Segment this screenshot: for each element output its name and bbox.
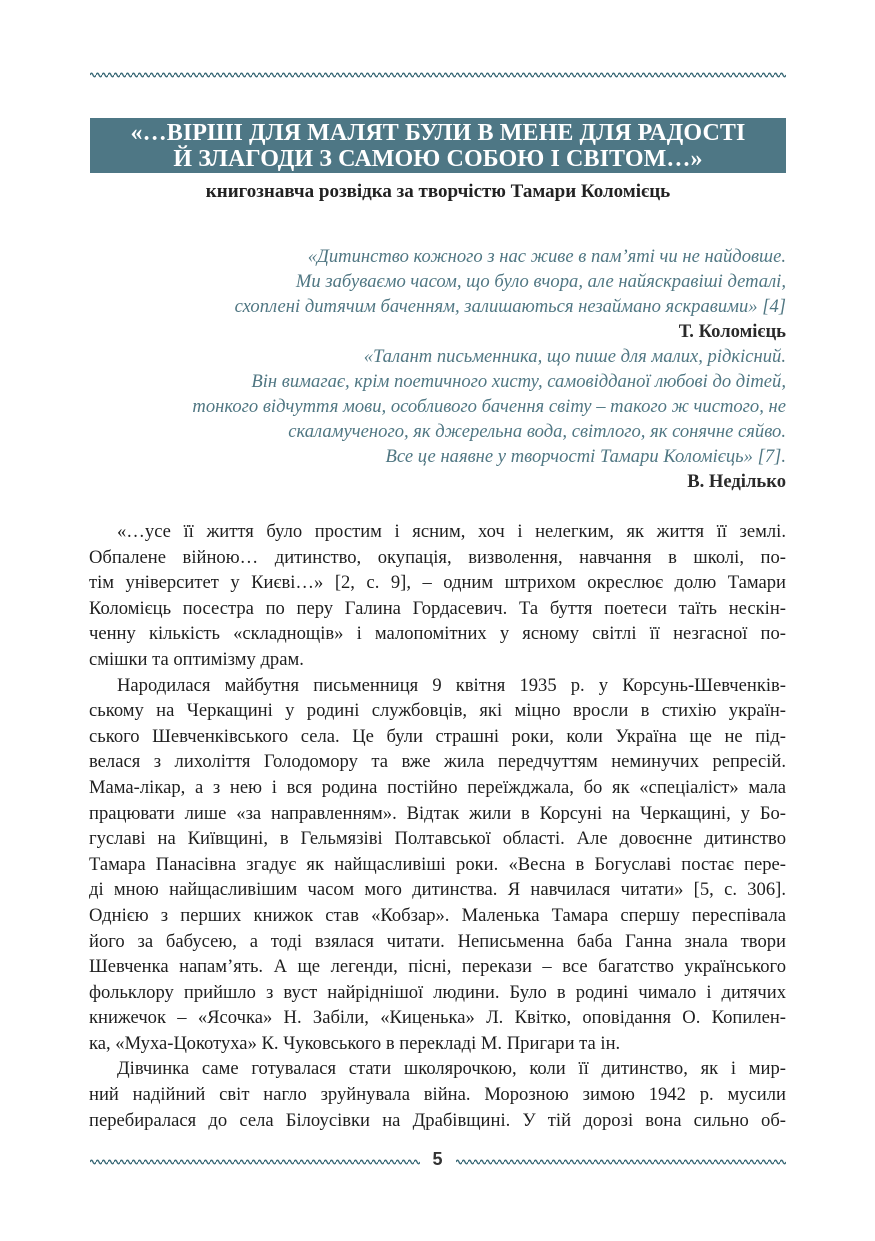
text-line: ний надійний світ нагло зруйнувала війна. Морозною зимою 1942 р. мусили xyxy=(89,1084,786,1106)
bottom-wave-rule-right xyxy=(456,1158,786,1166)
body-text xyxy=(89,519,786,1133)
text-line: ському на Черкащині у родині службовців, які міцно вросли в стихію україн- xyxy=(89,700,786,722)
paragraph-2 xyxy=(89,673,786,1057)
epigraph-1-line-3: схоплені дитячим баченням, залишаються незаймано яскравими» [4] xyxy=(234,296,786,317)
text-line: Коломієць посестра по перу Галина Гордасевич. Та буття поетеси таїть нескін- xyxy=(89,597,786,619)
text-line: гуславі на Київщині, в Гельмязіві Полтавської області. Але довоєнне дитинство xyxy=(89,828,786,850)
epigraph-2-line-3: тонкого відчуття мови, особливого бачення світу – такого ж чистого, не xyxy=(192,396,786,417)
text-line: Шевченка напам’ять. А ще легенди, пісні, перекази – все багатство українського xyxy=(89,956,786,978)
text-line: «…усе її життя було простим і ясним, хоч і нелегким, як життя її землі. xyxy=(117,521,786,542)
text-line: Однією з перших книжок став «Кобзар». Маленька Тамара спершу переспівала xyxy=(89,904,786,926)
epigraph-2-author: В. Неділько xyxy=(687,471,786,492)
epigraph-2-line-4: скаламученого, як джерельна вода, світлого, як сонячне сяйво. xyxy=(288,421,786,442)
bottom-wave-right-line xyxy=(456,1158,786,1166)
text-line: смішки та оптимізму драм. xyxy=(89,648,304,670)
text-line: фольклору прийшло з вуст найріднішої людини. Було в родині чимало і дитячих xyxy=(89,981,786,1003)
text-line: тім університет у Києві…» [2, с. 9], – одним штрихом окреслює долю Тамари xyxy=(89,572,786,594)
text-line: Тамара Панасівна згадує як найщасливіші роки. «Весна в Богуславі постає пере- xyxy=(89,853,786,875)
paragraph-1 xyxy=(89,519,786,673)
text-line: працювати лише «за направленням». Відтак жили в Корсуні на Черкащині, у Бо- xyxy=(89,802,786,824)
text-line: ського Шевченківського села. Це були страшні роки, коли Україна ще не під- xyxy=(89,725,786,747)
text-line: Дівчинка саме готувалася стати школярочкою, коли її дитинство, як і мир- xyxy=(117,1058,786,1080)
text-line: ченну кількість «складнощів» і малопомітних у ясному світлі її незгасної по- xyxy=(89,623,786,645)
title-line-1: «…ВІРШІ ДЛЯ МАЛЯТ БУЛИ В МЕНЕ ДЛЯ РАДОСТІ xyxy=(130,120,746,146)
epigraph-1-author: Т. Коломієць xyxy=(678,321,786,342)
epigraph-2-line-5: Все це наявне у творчості Тамари Коломієць» [7]. xyxy=(385,446,786,467)
text-line: перебиралася до села Білоусівки на Драбівщині. У тій дорозі вона сильно об- xyxy=(89,1109,786,1131)
text-line: його за бабусею, а тоді взялася читати. Неписьменна баба Ганна знала твори xyxy=(89,930,786,952)
text-line: Обпалене війною… дитинство, окупація, визволення, навчання в школі, по- xyxy=(89,546,786,568)
page-number: 5 xyxy=(432,1149,443,1169)
paragraph-3 xyxy=(89,1056,786,1133)
epigraph-1-line-2: Ми забуваємо часом, що було вчора, але найяскравіші деталі, xyxy=(295,271,786,292)
epigraph-2-line-2: Він вимагає, крім поетичного хисту, самовідданої любові до дітей, xyxy=(251,371,786,392)
text-line: книжечок – «Ясочка» Н. Забіли, «Киценька» Л. Квітко, оповідання О. Копилен- xyxy=(89,1007,786,1029)
title-line-2: Й ЗЛАГОДИ З САМОЮ СОБОЮ І СВІТОМ…» xyxy=(173,146,703,172)
text-line: Мама-лікар, а з нею і вся родина постійно переїжджала, бо як «спеціаліст» мала xyxy=(89,776,786,798)
text-line: ка, «Муха-Цокотуха» К. Чуковського в перекладі М. Пригари та ін. xyxy=(89,1032,621,1054)
top-wave-rule xyxy=(90,71,786,79)
text-line: велася з лихоліття Голодомору та вже жила передчуттям неминучих репресій. xyxy=(89,751,786,773)
title-banner xyxy=(90,118,786,173)
epigraph-2-line-1: «Талант письменника, що пише для малих, рідкісний. xyxy=(363,346,786,367)
text-line: ді мною найщасливішим часом мого дитинства. Я навчилася читати» [5, с. 306]. xyxy=(89,879,786,901)
subtitle: книгознавча розвідка за творчістю Тамари Коломієць xyxy=(205,181,671,202)
epigraph-1-line-1: «Дитинство кожного з нас живе в пам’яті чи не найдовше. xyxy=(307,246,786,267)
text-line: Народилася майбутня письменниця 9 квітня 1935 р. у Корсунь-Шевченків- xyxy=(117,674,786,696)
top-wave-line xyxy=(90,71,786,79)
